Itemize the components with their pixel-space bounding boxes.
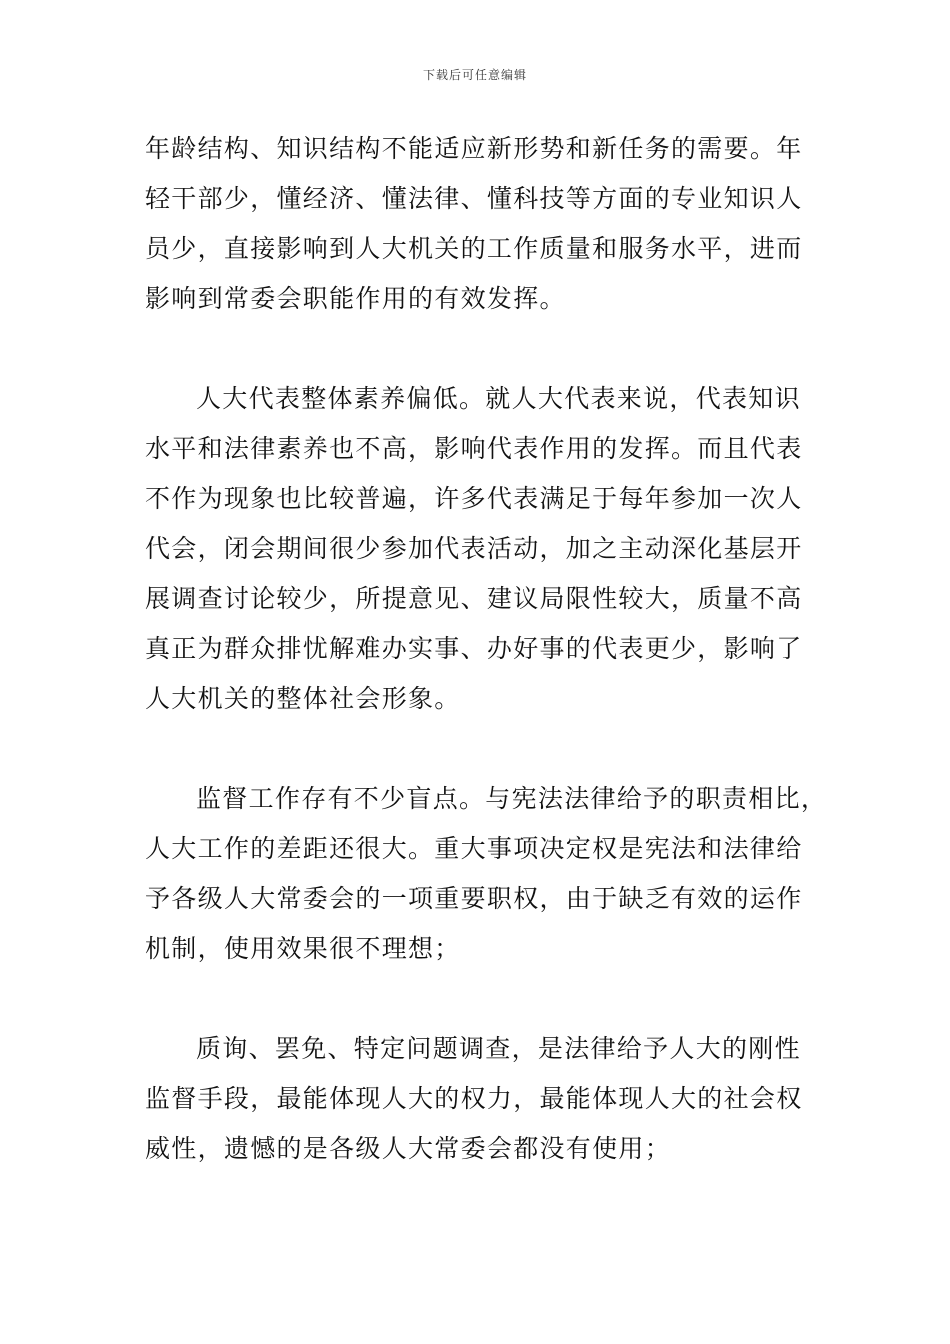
paragraph-3-line-2: 人大工作的差距还很大。重大事项决定权是宪法和法律给 <box>145 834 803 863</box>
paragraph-1-line-2: 轻干部少，懂经济、懂法律、懂科技等方面的专业知识人 <box>145 184 803 213</box>
paragraph-1-line-3: 员少，直接影响到人大机关的工作质量和服务水平，进而 <box>145 234 803 263</box>
paragraph-1-line-4: 影响到常委会职能作用的有效发挥。 <box>145 284 566 313</box>
paragraph-3-line-3: 予各级人大常委会的一项重要职权，由于缺乏有效的运作 <box>145 884 803 913</box>
paragraph-2-line-1: 人大代表整体素养偏低。就人大代表来说，代表知识 <box>196 384 801 413</box>
paragraph-3-line-4: 机制，使用效果很不理想； <box>145 934 461 963</box>
paragraph-2-line-6: 真正为群众排忧解难办实事、办好事的代表更少，影响了 <box>145 634 803 663</box>
paragraph-2-line-2: 水平和法律素养也不高，影响代表作用的发挥。而且代表 <box>145 434 803 463</box>
paragraph-3-line-1: 监督工作存有不少盲点。与宪法法律给予的职责相比， <box>196 784 828 813</box>
paragraph-2-line-4: 代会，闭会期间很少参加代表活动，加之主动深化基层开 <box>145 534 803 563</box>
paragraph-2-line-5: 展调查讨论较少，所提意见、建议局限性较大，质量不高 <box>145 584 803 613</box>
paragraph-4-line-3: 威性，遗憾的是各级人大常委会都没有使用； <box>145 1134 672 1163</box>
paragraph-2-line-7: 人大机关的整体社会形象。 <box>145 684 461 713</box>
header-note: 下载后可任意编辑 <box>422 68 527 82</box>
paragraph-2-line-3: 不作为现象也比较普遍，许多代表满足于每年参加一次人 <box>145 484 803 513</box>
paragraph-4-line-1: 质询、罢免、特定问题调查，是法律给予人大的刚性 <box>196 1034 801 1063</box>
paragraph-4-line-2: 监督手段，最能体现人大的权力，最能体现人大的社会权 <box>145 1084 803 1113</box>
paragraph-1-line-1: 年龄结构、知识结构不能适应新形势和新任务的需要。年 <box>145 134 803 163</box>
